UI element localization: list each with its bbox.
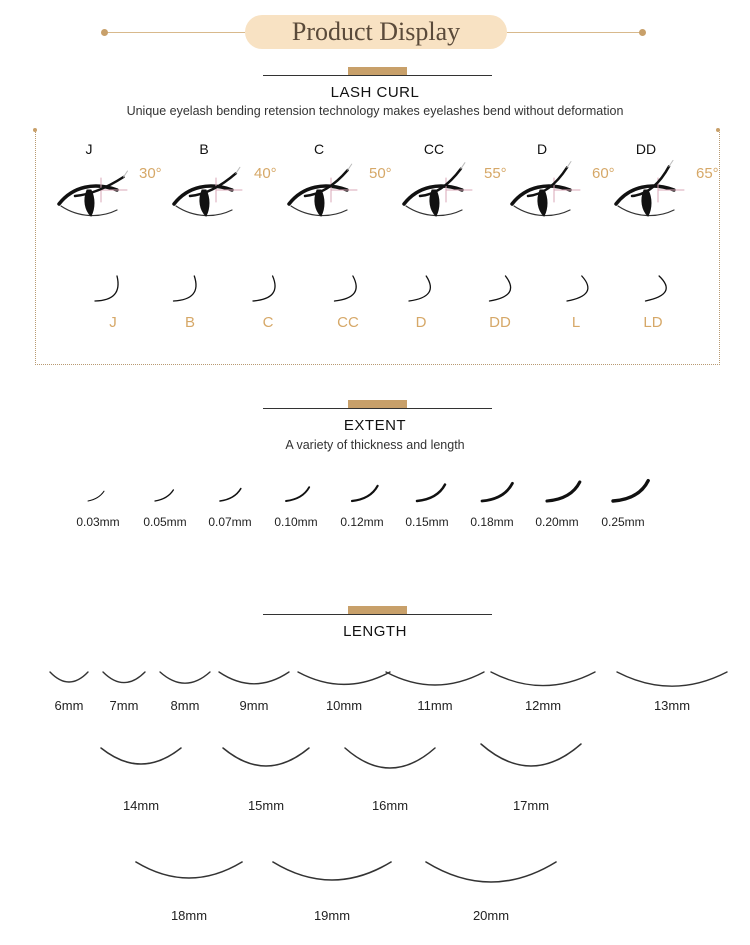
length-title: LENGTH xyxy=(343,623,407,640)
extent-title: EXTENT xyxy=(343,417,407,434)
length-lash-icon xyxy=(296,670,392,688)
length-lash-icon xyxy=(221,746,311,770)
curl-type-label: B xyxy=(184,314,195,331)
section-rule xyxy=(263,408,492,409)
eye-icon xyxy=(508,160,588,222)
curl-lash-icon xyxy=(631,272,675,306)
curl-type-label: J xyxy=(109,314,117,331)
curl-lash-icon xyxy=(554,272,598,306)
eye-curl-label: C xyxy=(313,141,325,157)
eye-icon xyxy=(612,160,692,222)
section-accent-bar xyxy=(348,67,407,75)
thickness-lash-icon xyxy=(153,480,193,504)
length-lash-icon xyxy=(158,670,212,687)
length-lash-icon xyxy=(479,742,583,770)
length-lash-icon xyxy=(101,670,147,687)
length-label: 9mm xyxy=(239,698,269,713)
section-rule xyxy=(263,75,492,76)
length-label: 8mm xyxy=(170,698,200,713)
eye-curl-label: CC xyxy=(423,141,445,157)
length-lash-icon xyxy=(424,860,558,886)
length-label: 10mm xyxy=(325,698,363,713)
length-label: 6mm xyxy=(54,698,84,713)
thickness-lash-icon xyxy=(480,480,520,504)
panel-corner-dot xyxy=(33,128,37,132)
curl-type-label: C xyxy=(262,314,274,331)
eye-icon xyxy=(285,160,365,222)
curl-type-label: CC xyxy=(337,314,359,331)
curl-lash-icon xyxy=(399,272,443,306)
header-line-right xyxy=(507,32,643,33)
thickness-lash-icon xyxy=(284,480,324,504)
thickness-label: 0.12mm xyxy=(340,515,384,529)
header-line-left xyxy=(106,32,245,33)
eye-curl-label: J xyxy=(85,141,93,157)
thickness-label: 0.25mm xyxy=(601,515,645,529)
thickness-label: 0.03mm xyxy=(76,515,120,529)
length-label: 7mm xyxy=(109,698,139,713)
thickness-lash-icon xyxy=(86,480,126,504)
length-label: 16mm xyxy=(371,798,409,813)
section-accent-bar xyxy=(348,400,407,408)
length-lash-icon xyxy=(384,670,486,689)
eye-icon xyxy=(400,160,480,222)
curl-type-label: LD xyxy=(643,314,663,331)
eye-angle-label: 65° xyxy=(696,165,719,182)
thickness-lash-icon xyxy=(545,480,585,504)
length-label: 15mm xyxy=(247,798,285,813)
curl-lash-icon xyxy=(91,272,135,306)
length-lash-icon xyxy=(48,670,90,686)
thickness-label: 0.05mm xyxy=(143,515,187,529)
thickness-lash-icon xyxy=(350,480,390,504)
curl-type-label: L xyxy=(571,314,581,331)
thickness-label: 0.20mm xyxy=(535,515,579,529)
eye-angle-label: 50° xyxy=(369,165,392,182)
eye-angle-label: 40° xyxy=(254,165,277,182)
thickness-label: 0.15mm xyxy=(405,515,449,529)
length-label: 19mm xyxy=(313,908,351,923)
curl-type-label: D xyxy=(415,314,427,331)
length-label: 18mm xyxy=(170,908,208,923)
thickness-lash-icon xyxy=(218,480,258,504)
header-dot-left xyxy=(101,29,108,36)
curl-lash-icon xyxy=(478,272,522,306)
extent-subtitle: A variety of thickness and length xyxy=(285,438,465,452)
length-lash-icon xyxy=(343,746,437,772)
eye-icon xyxy=(170,160,250,222)
length-lash-icon xyxy=(99,746,183,768)
eye-curl-label: DD xyxy=(635,141,657,157)
curl-lash-icon xyxy=(168,272,212,306)
page-title: Product Display xyxy=(245,15,507,49)
length-label: 14mm xyxy=(122,798,160,813)
length-lash-icon xyxy=(615,670,729,690)
curl-type-label: DD xyxy=(489,314,511,331)
lash-curl-title: LASH CURL xyxy=(330,84,420,101)
curl-lash-icon xyxy=(326,272,370,306)
length-label: 12mm xyxy=(524,698,562,713)
thickness-lash-icon xyxy=(415,480,455,504)
eye-curl-label: D xyxy=(536,141,548,157)
eye-angle-label: 60° xyxy=(592,165,615,182)
header-dot-right xyxy=(639,29,646,36)
length-lash-icon xyxy=(489,670,597,690)
thickness-label: 0.18mm xyxy=(470,515,514,529)
length-label: 17mm xyxy=(512,798,550,813)
thickness-label: 0.07mm xyxy=(208,515,252,529)
length-label: 11mm xyxy=(417,698,453,713)
panel-corner-dot xyxy=(716,128,720,132)
curl-lash-icon xyxy=(246,272,290,306)
thickness-lash-icon xyxy=(611,480,651,504)
eye-icon xyxy=(55,160,135,222)
length-lash-icon xyxy=(217,670,291,688)
section-accent-bar xyxy=(348,606,407,614)
eye-angle-label: 55° xyxy=(484,165,507,182)
length-lash-icon xyxy=(271,860,393,884)
length-label: 20mm xyxy=(472,908,510,923)
section-rule xyxy=(263,614,492,615)
length-label: 13mm xyxy=(653,698,691,713)
lash-curl-subtitle: Unique eyelash bending retension technology makes eyelashes bend without deformation xyxy=(126,104,624,118)
thickness-label: 0.10mm xyxy=(274,515,318,529)
length-lash-icon xyxy=(134,860,244,882)
eye-angle-label: 30° xyxy=(139,165,162,182)
eye-curl-label: B xyxy=(199,141,209,157)
